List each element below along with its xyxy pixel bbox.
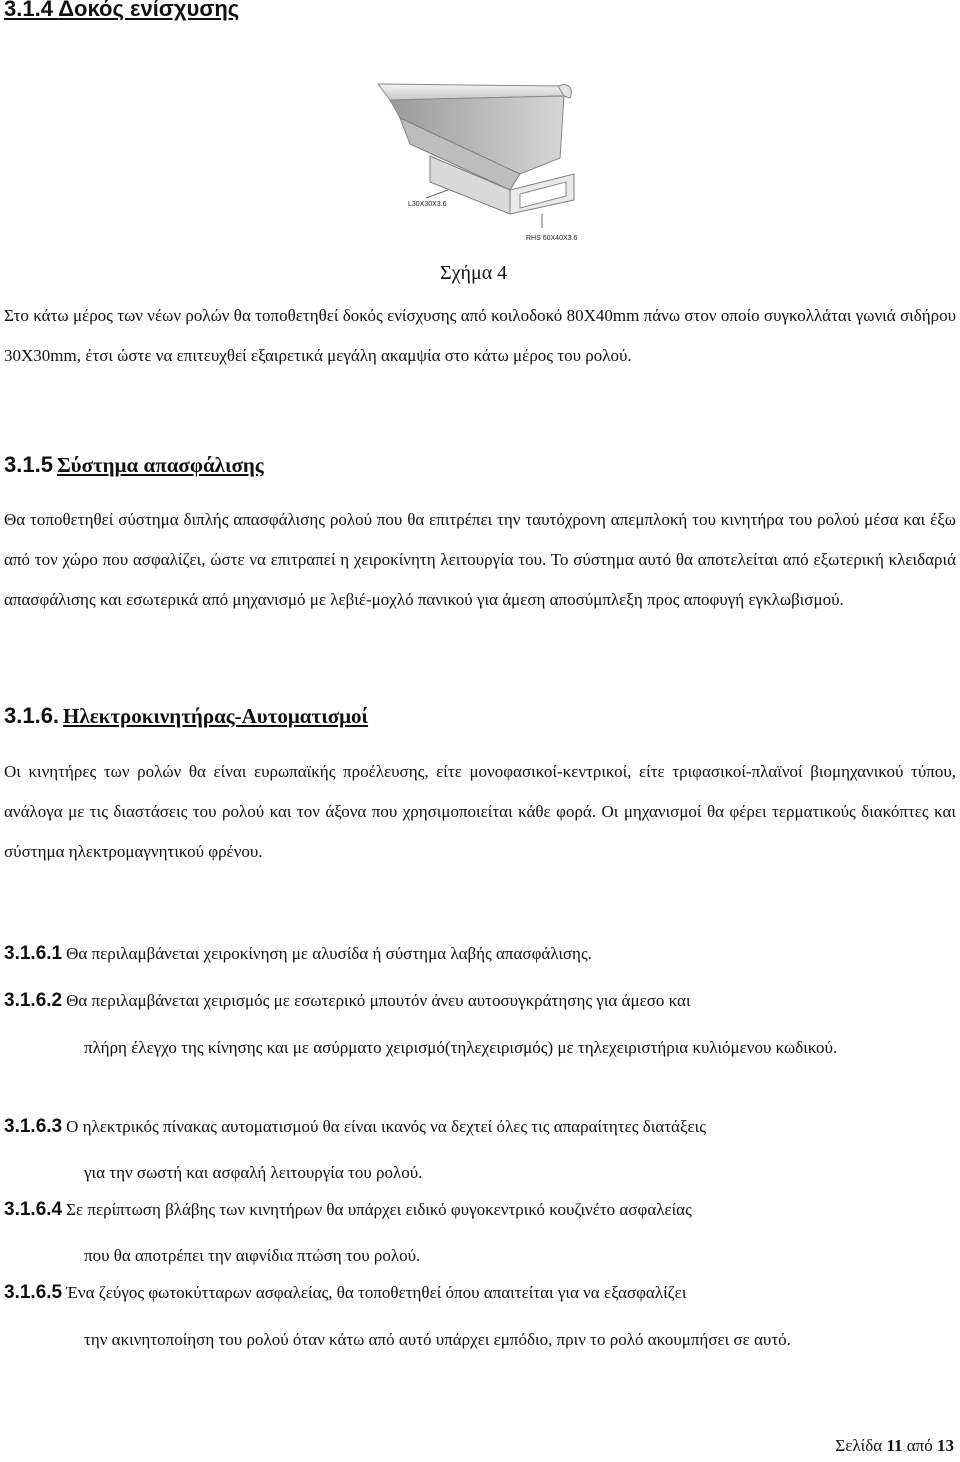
list-item: [4, 990, 956, 1012]
item-continuation: την ακινητοποίηση του ρολού όταν κάτω από αυτό υπάρχει εμπόδιο, πριν το ρολό ακουμπήσει σε αυτό.: [84, 1330, 791, 1349]
list-item: [4, 943, 956, 965]
paragraph-3-1-4: Στο κάτω μέρος των νέων ρολών θα τοποθετηθεί δοκός ενίσχυσης από κοιλοδοκό 80Χ40mm πάνω στον οποίο συγκολλάται γωνιά σιδήρου 30Χ30mm, έτσι ώστε να επιτευχθεί εξαιρετικά μεγάλη ακαμψία στο κάτω μέρος του ρολού.: [4, 306, 956, 365]
section-heading-3-1-4: [4, 0, 239, 22]
item-number: 3.1.6.2: [4, 990, 63, 1011]
item-text: Θα περιλαμβάνεται χειροκίνηση με αλυσίδα ή σύστημα λαβής απασφάλισης.: [66, 944, 592, 963]
item-number: 3.1.6.5: [4, 1282, 63, 1303]
item-continuation: για την σωστή και ασφαλή λειτουργία του ρολού.: [84, 1163, 423, 1182]
item-number: 3.1.6.4: [4, 1199, 63, 1220]
section-title: Δοκός ενίσχυσης: [58, 0, 240, 21]
footer-prefix: Σελίδα: [835, 1436, 883, 1455]
list-item: [4, 1116, 956, 1138]
figure-caption: Σχήμα 4: [440, 262, 508, 284]
item-number: 3.1.6.3: [4, 1116, 63, 1137]
page-footer: [835, 1436, 954, 1456]
item-number: 3.1.6.1: [4, 943, 63, 964]
section-heading-3-1-5: [4, 452, 264, 478]
item-text: Σε περίπτωση βλάβης των κινητήρων θα υπάρχει ειδικό φυγοκεντρικό κουζινέτο ασφαλείας: [66, 1200, 692, 1219]
footer-total-pages: 13: [937, 1436, 954, 1455]
label-rhs: RHS 60X40X3.6: [526, 235, 578, 242]
leader-line-angle: [426, 190, 448, 198]
paragraph-3-1-6: Οι κινητήρες των ρολών θα είναι ευρωπαϊκής προέλευσης, είτε μονοφασικοί-κεντρικοί, είτε τριφασικοί-πλαϊνοί βιομηχανικού τύπου, ανάλογα με τις διαστάσεις του ρολού και τον άξονα που χρησιμοποιείται κάθε φορά. Οι μηχανισμοί θα φέρει τερματικούς διακόπτες και σύστημα ηλεκτρομαγνητικού φρένου.: [4, 762, 956, 861]
list-item: [4, 1282, 956, 1304]
item-continuation: πλήρη έλεγχο της κίνησης και με ασύρματο χειρισμό(τηλεχειρισμός) με τηλεχειριστήρια κυλιόμενου κωδικού.: [84, 1038, 838, 1057]
section-number: 3.1.6.: [4, 703, 60, 728]
item-text: Θα περιλαμβάνεται χειρισμός με εσωτερικό μπουτόν άνευ αυτοσυγκράτησης για άμεσο και: [66, 991, 691, 1010]
section-number: 3.1.5: [4, 452, 53, 477]
footer-page-number: 11: [886, 1436, 903, 1455]
footer-middle: από: [906, 1436, 933, 1455]
section-title: Ηλεκτροκινητήρας-Αυτοματισμοί: [63, 704, 369, 728]
item-text: Ο ηλεκτρικός πίνακας αυτοματισμού θα είναι ικανός να δεχτεί όλες τις απαραίτητες διατάξεις: [66, 1117, 706, 1136]
list-item: [4, 1199, 956, 1221]
section-title: Σύστημα απασφάλισης: [56, 453, 264, 477]
label-angle: L30X30X3.6: [408, 201, 447, 208]
item-continuation: που θα αποτρέπει την αιφνίδια πτώση του ρολού.: [84, 1246, 421, 1265]
beam-figure: [360, 78, 610, 248]
section-heading-3-1-6: [4, 703, 368, 729]
section-number: 3.1.4: [4, 0, 53, 21]
paragraph-3-1-5: Θα τοποθετηθεί σύστημα διπλής απασφάλισης ρολού που θα επιτρέπει την ταυτόχρονη απεμπλοκή του κινητήρα του ρολού μέσα και έξω από τον χώρο που ασφαλίζει, ώστε να επιτραπεί η χειροκίνητη λειτουργία του. Το σύστημα αυτό θα αποτελείται από εξωτερική κλειδαριά απασφάλισης και εσωτερικά από μηχανισμό με λεβιέ-μοχλό πανικού για άμεση αποσύμπλεξη προς αποφυγή εγκλωβισμού.: [4, 510, 956, 609]
item-text: Ένα ζεύγος φωτοκύτταρων ασφαλείας, θα τοποθετηθεί όπου απαιτείται για να εξασφαλίζει: [66, 1283, 687, 1302]
